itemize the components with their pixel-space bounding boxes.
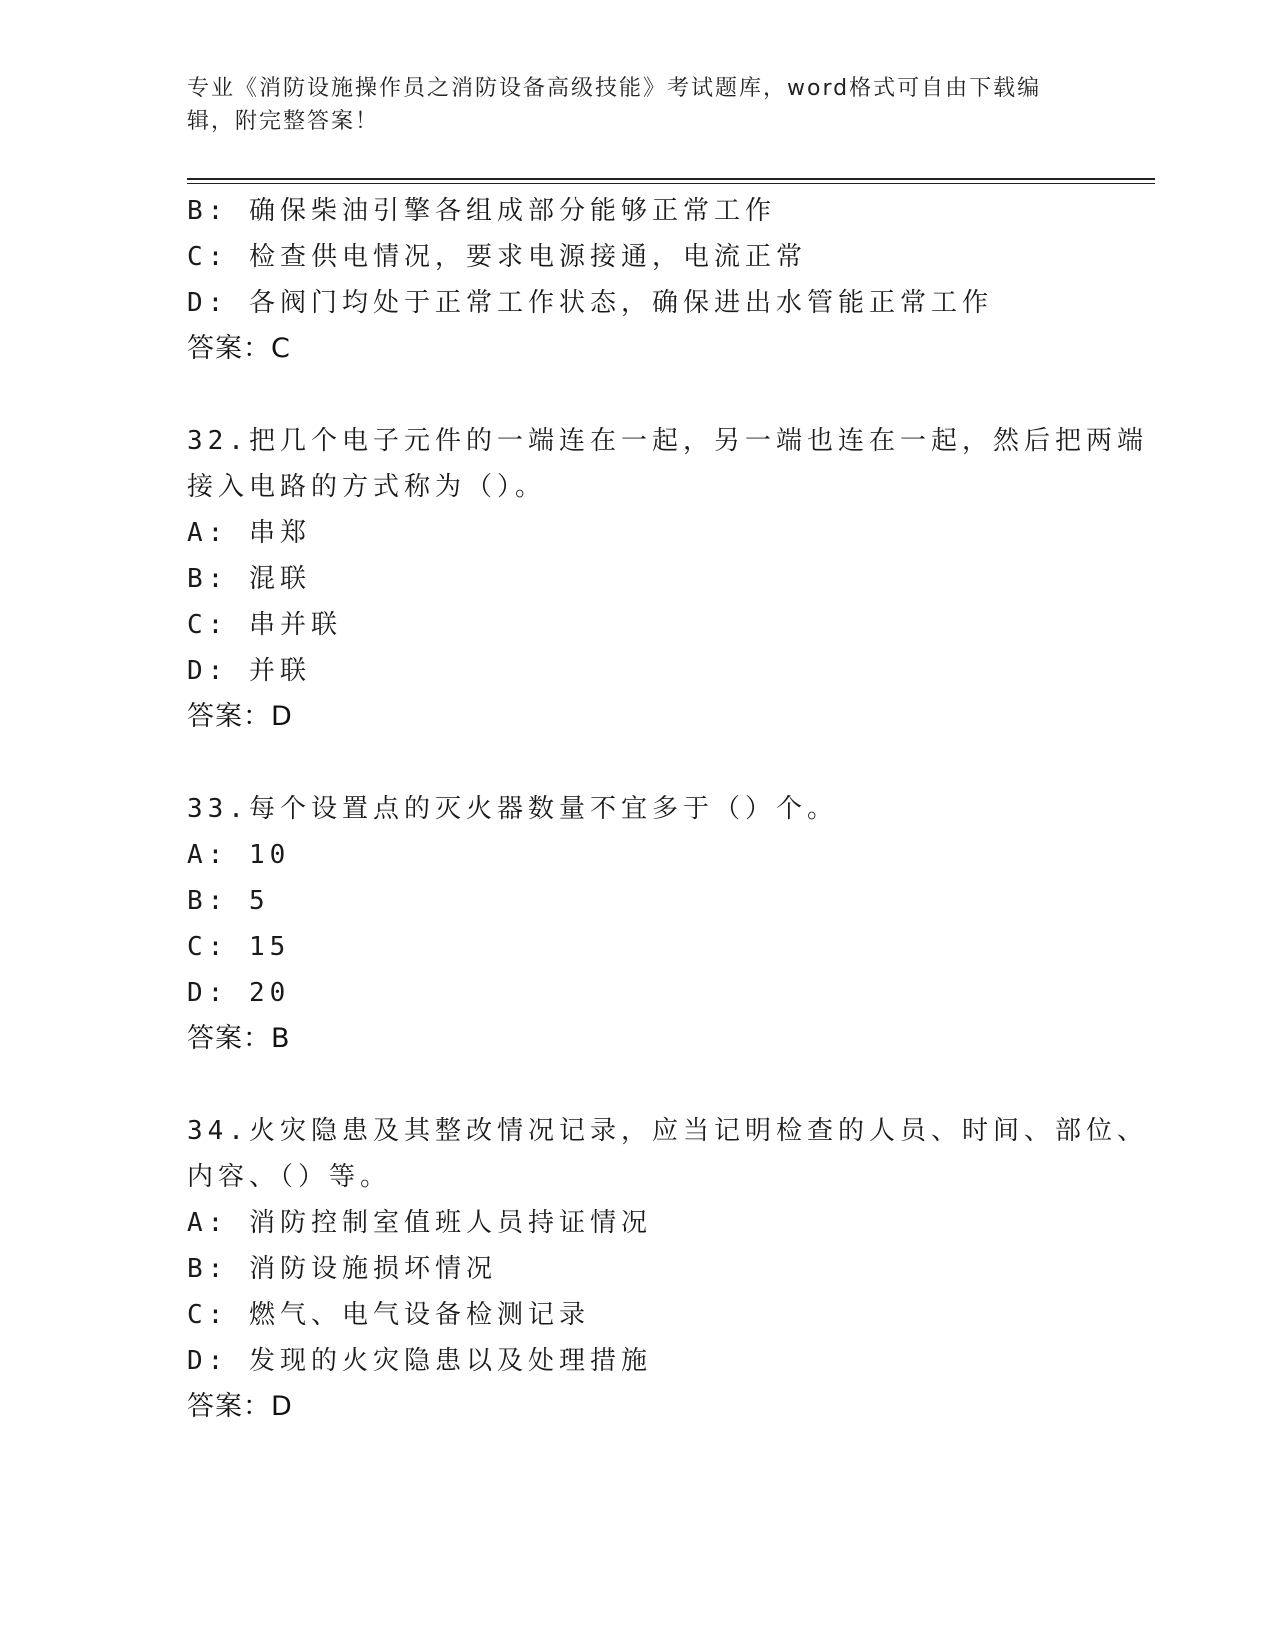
answer-line: 答案：B	[187, 1023, 291, 1054]
option-text: 发现的火灾隐患以及处理措施	[248, 1346, 652, 1376]
question-stem-line: 33.每个设置点的灭火器数量不宜多于（）个。	[187, 794, 838, 824]
option-c	[187, 1292, 1127, 1338]
option-key: A:	[187, 840, 229, 870]
option-key: D:	[187, 288, 229, 318]
page-header: 专业《消防设施操作员之消防设备高级技能》考试题库，word格式可自由下载编辑，附完整答案！	[187, 76, 1042, 134]
option-text: 串并联	[248, 610, 342, 640]
option-key: D:	[187, 656, 229, 686]
answer-line: 答案：C	[187, 333, 291, 364]
spacer	[187, 1062, 1127, 1108]
spacer	[187, 372, 1127, 418]
option-d	[187, 1338, 1127, 1384]
option-key: B:	[187, 1254, 229, 1284]
option-text: 燃气、电气设备检测记录	[248, 1300, 590, 1330]
option-key: A:	[187, 518, 229, 548]
option-text: 各阀门均处于正常工作状态，确保进出水管能正常工作	[248, 288, 993, 318]
option-a	[187, 1200, 1127, 1246]
option-text: 20	[248, 978, 291, 1008]
question-stem-line: 32.把几个电子元件的一端连在一起，另一端也连在一起，然后把两端	[187, 426, 1148, 456]
option-key: B:	[187, 564, 229, 594]
option-a	[187, 510, 1127, 556]
option-key: C:	[187, 1300, 229, 1330]
option-text: 10	[248, 840, 291, 870]
option-key: A:	[187, 1208, 229, 1238]
option-b	[187, 188, 1127, 234]
option-key: B:	[187, 196, 229, 226]
option-c	[187, 924, 1127, 970]
option-key: C:	[187, 932, 229, 962]
option-key: D:	[187, 978, 229, 1008]
answer-line: 答案：D	[187, 1391, 293, 1422]
spacer	[187, 740, 1127, 786]
option-text: 混联	[248, 564, 311, 594]
option-text: 15	[248, 932, 291, 962]
option-c	[187, 234, 1127, 280]
option-text: 5	[248, 886, 270, 916]
option-key: D:	[187, 1346, 229, 1376]
option-d	[187, 280, 1127, 326]
option-key: C:	[187, 610, 229, 640]
option-text: 消防控制室值班人员持证情况	[248, 1208, 652, 1238]
option-b	[187, 878, 1127, 924]
option-key: B:	[187, 886, 229, 916]
header-rule-thin	[187, 183, 1155, 184]
option-d	[187, 970, 1127, 1016]
option-key: C:	[187, 242, 229, 272]
question-stem-line: 接入电路的方式称为（）。	[187, 472, 547, 502]
option-text: 并联	[248, 656, 311, 686]
option-text: 消防设施损坏情况	[248, 1254, 497, 1284]
question-stem-line: 内容、（）等。	[187, 1162, 392, 1192]
option-text: 确保柴油引擎各组成部分能够正常工作	[248, 196, 776, 226]
question-content	[187, 188, 1148, 1430]
option-text: 检查供电情况，要求电源接通，电流正常	[248, 242, 807, 272]
answer-line: 答案：D	[187, 701, 293, 732]
option-d	[187, 648, 1127, 694]
option-b	[187, 556, 1127, 602]
option-c	[187, 602, 1127, 648]
question-stem-line: 34.火灾隐患及其整改情况记录，应当记明检查的人员、时间、部位、	[187, 1116, 1148, 1146]
header-rule-thick	[187, 178, 1155, 180]
option-b	[187, 1246, 1127, 1292]
option-text: 串郑	[248, 518, 311, 548]
option-a	[187, 832, 1127, 878]
